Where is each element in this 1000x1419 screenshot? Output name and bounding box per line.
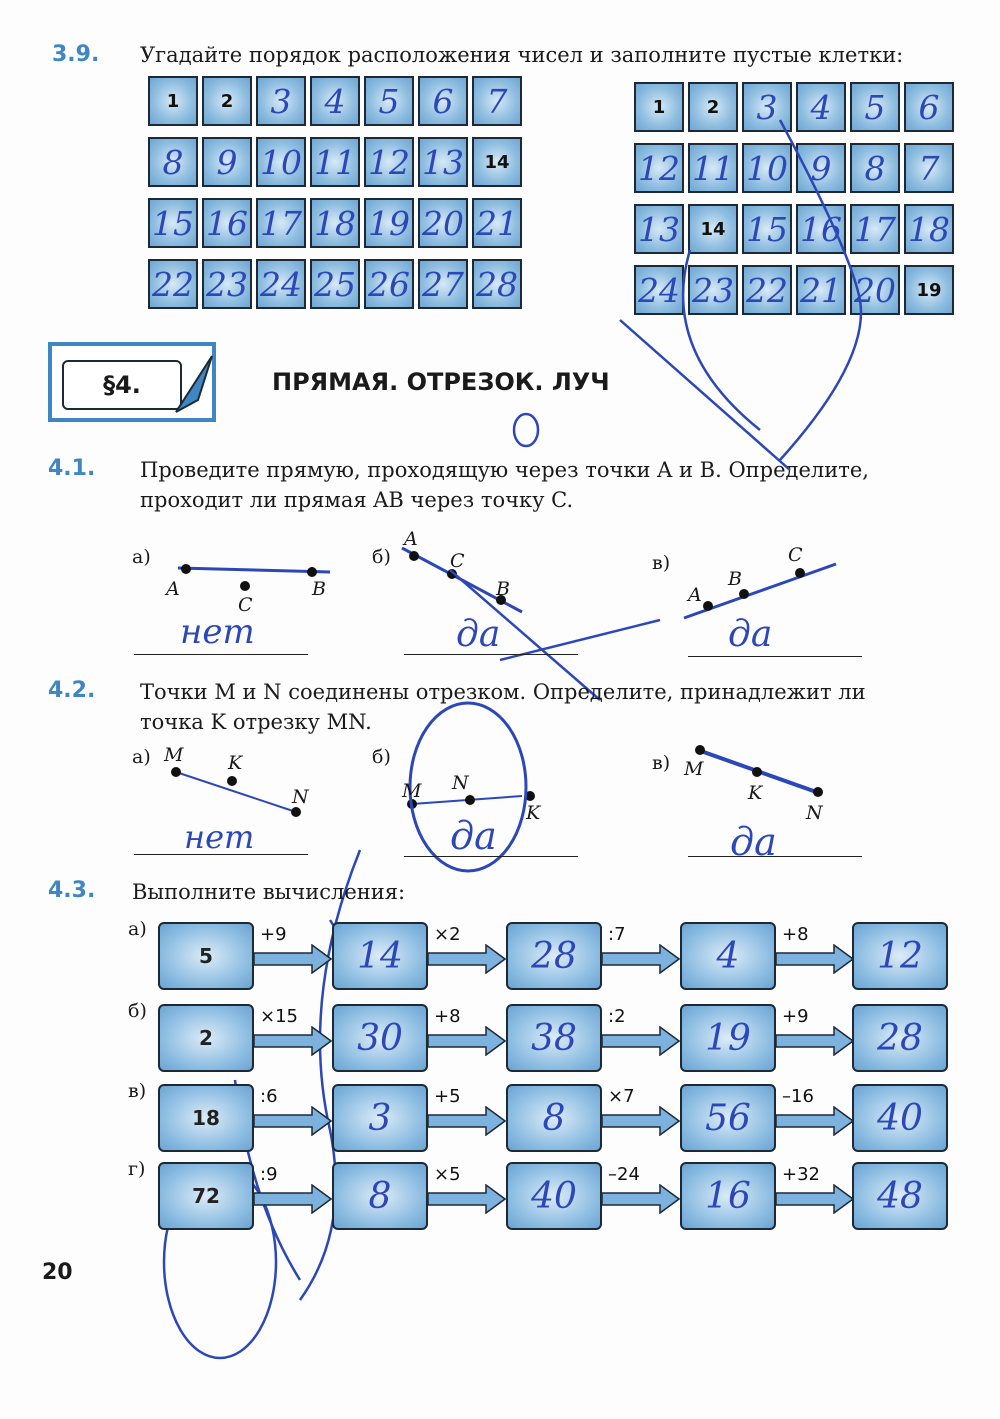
point-label: B bbox=[312, 578, 326, 600]
cell-value-handwritten: 22 bbox=[152, 264, 194, 304]
operation-label: ×5 bbox=[434, 1164, 461, 1185]
cell-value-handwritten: 4 bbox=[324, 81, 346, 121]
point-label: N bbox=[452, 772, 469, 794]
point-label: K bbox=[748, 782, 763, 804]
operation-label: :7 bbox=[608, 924, 626, 945]
operation-label: +5 bbox=[434, 1086, 461, 1107]
cell-value-handwritten: 25 bbox=[314, 264, 356, 304]
answer-handwritten: нет bbox=[180, 612, 255, 652]
result-value-handwritten: 8 bbox=[368, 1175, 392, 1217]
cell-value-handwritten: 21 bbox=[800, 270, 842, 310]
subtask-label: в) bbox=[652, 752, 671, 774]
result-value-handwritten: 19 bbox=[705, 1017, 751, 1059]
cell-value-handwritten: 3 bbox=[270, 81, 292, 121]
cell-value-handwritten: 23 bbox=[206, 264, 248, 304]
result-box bbox=[680, 1004, 776, 1072]
result-value-handwritten: 56 bbox=[705, 1097, 751, 1139]
result-box bbox=[506, 1162, 602, 1230]
result-box bbox=[680, 922, 776, 990]
task-number: 4.2. bbox=[48, 678, 96, 703]
arrow-right-icon bbox=[428, 1184, 506, 1214]
result-value-handwritten: 3 bbox=[368, 1097, 392, 1139]
task-number: 4.1. bbox=[48, 456, 96, 481]
start-box bbox=[158, 1162, 254, 1230]
operation-label: ×2 bbox=[434, 924, 461, 945]
operation-label: +32 bbox=[782, 1164, 820, 1185]
answer-handwritten: да bbox=[730, 820, 777, 864]
result-value-handwritten: 40 bbox=[531, 1175, 577, 1217]
cell-value-handwritten: 7 bbox=[486, 81, 508, 121]
result-box bbox=[506, 1004, 602, 1072]
start-value: 18 bbox=[192, 1106, 220, 1130]
cell-value-handwritten: 9 bbox=[216, 142, 238, 182]
result-box bbox=[506, 922, 602, 990]
result-box bbox=[680, 1162, 776, 1230]
point-m bbox=[695, 745, 705, 755]
subtask-label: а) bbox=[132, 746, 151, 768]
arrow-right-icon bbox=[602, 1026, 680, 1056]
answer-handwritten: да bbox=[450, 814, 497, 858]
cell-value-handwritten: 19 bbox=[368, 203, 410, 243]
answer-line bbox=[134, 654, 308, 655]
point-label: K bbox=[228, 752, 243, 774]
page-number: 20 bbox=[42, 1260, 73, 1285]
cell-value-handwritten: 3 bbox=[756, 87, 778, 127]
arrow-right-icon bbox=[428, 1026, 506, 1056]
point-a bbox=[409, 551, 419, 561]
task-instruction-line1: Точки M и N соединены отрезком. Определите, принадлежит ли bbox=[140, 680, 866, 704]
operation-label: :9 bbox=[260, 1164, 278, 1185]
cell-value-handwritten: 12 bbox=[638, 148, 680, 188]
operation-label: :2 bbox=[608, 1006, 626, 1027]
arrow-right-icon bbox=[254, 944, 332, 974]
cell-value-handwritten: 10 bbox=[260, 142, 302, 182]
point-a bbox=[181, 564, 191, 574]
point-label: A bbox=[166, 578, 180, 600]
start-value: 72 bbox=[192, 1184, 220, 1208]
arrow-right-icon bbox=[776, 1184, 854, 1214]
operation-label: –24 bbox=[608, 1164, 640, 1185]
arrow-right-icon bbox=[776, 1026, 854, 1056]
cell-value-handwritten: 24 bbox=[260, 264, 302, 304]
point-b bbox=[739, 589, 749, 599]
subtask-label: а) bbox=[128, 918, 147, 940]
point-label: B bbox=[728, 568, 742, 590]
cell-value-handwritten: 11 bbox=[314, 142, 356, 182]
cell-value: 19 bbox=[916, 279, 942, 301]
result-box bbox=[852, 1162, 948, 1230]
cell-value-handwritten: 18 bbox=[314, 203, 356, 243]
result-value-handwritten: 4 bbox=[716, 935, 740, 977]
result-value-handwritten: 28 bbox=[877, 1017, 923, 1059]
point-n bbox=[291, 807, 301, 817]
subtask-label: а) bbox=[132, 546, 151, 568]
task-instruction: Угадайте порядок расположения чисел и заполните пустые клетки: bbox=[140, 43, 904, 67]
cell-value-handwritten: 26 bbox=[368, 264, 410, 304]
cell-value-handwritten: 24 bbox=[638, 270, 680, 310]
subtask-label: в) bbox=[128, 1080, 147, 1102]
arrow-right-icon bbox=[254, 1106, 332, 1136]
answer-handwritten: нет bbox=[184, 818, 255, 856]
arrow-right-icon bbox=[776, 1106, 854, 1136]
task-instruction: Выполните вычисления: bbox=[132, 880, 406, 904]
point-label: K bbox=[526, 802, 541, 824]
arrow-right-icon bbox=[602, 1106, 680, 1136]
cell-value: 14 bbox=[700, 218, 726, 240]
cell-value-handwritten: 21 bbox=[476, 203, 518, 243]
start-value: 2 bbox=[199, 1026, 213, 1050]
cell-value-handwritten: 20 bbox=[422, 203, 464, 243]
arrow-right-icon bbox=[254, 1026, 332, 1056]
cell-value-handwritten: 22 bbox=[746, 270, 788, 310]
operation-label: :6 bbox=[260, 1086, 278, 1107]
cell-value: 14 bbox=[484, 151, 510, 173]
cell-value-handwritten: 9 bbox=[810, 148, 832, 188]
point-label: M bbox=[164, 744, 184, 766]
cell-value-handwritten: 7 bbox=[918, 148, 940, 188]
point-n bbox=[813, 787, 823, 797]
arrow-right-icon bbox=[254, 1184, 332, 1214]
cell-value-handwritten: 17 bbox=[854, 209, 896, 249]
task-instruction-line2: точка K отрезку MN. bbox=[140, 710, 372, 734]
point-label: M bbox=[684, 758, 704, 780]
result-value-handwritten: 28 bbox=[531, 935, 577, 977]
task-instruction-line1: Проведите прямую, проходящую через точки A и B. Определите, bbox=[140, 458, 869, 482]
point-label: N bbox=[292, 786, 309, 808]
cell-value: 1 bbox=[166, 90, 180, 112]
point-c bbox=[240, 581, 250, 591]
subtask-label: г) bbox=[128, 1158, 146, 1180]
result-box bbox=[852, 1004, 948, 1072]
start-box bbox=[158, 1004, 254, 1072]
cell-value-handwritten: 16 bbox=[206, 203, 248, 243]
cell-value-handwritten: 15 bbox=[152, 203, 194, 243]
subtask-label: б) bbox=[372, 546, 391, 568]
cell-value: 2 bbox=[220, 90, 234, 112]
result-box bbox=[332, 1084, 428, 1152]
result-box bbox=[852, 1084, 948, 1152]
operation-label: +9 bbox=[260, 924, 287, 945]
operation-label: +8 bbox=[434, 1006, 461, 1027]
operation-label: –16 bbox=[782, 1086, 814, 1107]
point-k bbox=[752, 767, 762, 777]
cell-value-handwritten: 6 bbox=[432, 81, 454, 121]
arrow-right-icon bbox=[602, 1184, 680, 1214]
cell-value-handwritten: 5 bbox=[378, 81, 400, 121]
cell-value-handwritten: 11 bbox=[692, 148, 734, 188]
cell-value-handwritten: 28 bbox=[476, 264, 518, 304]
start-value: 5 bbox=[199, 944, 213, 968]
cell-value-handwritten: 10 bbox=[746, 148, 788, 188]
cell-value-handwritten: 5 bbox=[864, 87, 886, 127]
result-value-handwritten: 30 bbox=[357, 1017, 403, 1059]
arrow-right-icon bbox=[428, 1106, 506, 1136]
answer-handwritten: да bbox=[728, 614, 773, 655]
cell-value-handwritten: 27 bbox=[422, 264, 464, 304]
result-value-handwritten: 38 bbox=[531, 1017, 577, 1059]
section-number: §4. bbox=[103, 371, 141, 399]
arrow-right-icon bbox=[428, 944, 506, 974]
result-box bbox=[332, 1004, 428, 1072]
result-value-handwritten: 16 bbox=[705, 1175, 751, 1217]
point-label: C bbox=[450, 550, 465, 572]
result-box bbox=[852, 922, 948, 990]
point-b bbox=[307, 567, 317, 577]
result-box bbox=[506, 1084, 602, 1152]
point-a bbox=[703, 601, 713, 611]
point-label: N bbox=[806, 802, 823, 824]
cell-value-handwritten: 6 bbox=[918, 87, 940, 127]
point-c bbox=[795, 568, 805, 578]
cell-value-handwritten: 8 bbox=[864, 148, 886, 188]
cell-value-handwritten: 17 bbox=[260, 203, 302, 243]
result-value-handwritten: 14 bbox=[357, 935, 403, 977]
point-k bbox=[227, 776, 237, 786]
result-box bbox=[332, 1162, 428, 1230]
cell-value-handwritten: 20 bbox=[854, 270, 896, 310]
point-label: C bbox=[238, 594, 253, 616]
operation-label: ×15 bbox=[260, 1006, 298, 1027]
cell-value-handwritten: 12 bbox=[368, 142, 410, 182]
cell-value: 2 bbox=[706, 96, 720, 118]
cell-value-handwritten: 18 bbox=[908, 209, 950, 249]
section-title: ПРЯМАЯ. ОТРЕЗОК. ЛУЧ bbox=[272, 368, 610, 396]
subtask-label: б) bbox=[372, 746, 391, 768]
start-box bbox=[158, 922, 254, 990]
task-number: 3.9. bbox=[52, 42, 100, 67]
result-value-handwritten: 40 bbox=[877, 1097, 923, 1139]
operation-label: +9 bbox=[782, 1006, 809, 1027]
result-box bbox=[680, 1084, 776, 1152]
answer-line bbox=[688, 656, 862, 657]
point-label: B bbox=[496, 578, 510, 600]
cell-value-handwritten: 23 bbox=[692, 270, 734, 310]
point-m bbox=[171, 767, 181, 777]
point-label: M bbox=[402, 780, 422, 802]
task-number: 4.3. bbox=[48, 878, 96, 903]
result-value-handwritten: 8 bbox=[542, 1097, 566, 1139]
operation-label: +8 bbox=[782, 924, 809, 945]
cell-value-handwritten: 8 bbox=[162, 142, 184, 182]
cell-value-handwritten: 13 bbox=[638, 209, 680, 249]
result-value-handwritten: 48 bbox=[877, 1175, 923, 1217]
subtask-label: б) bbox=[128, 1000, 147, 1022]
task-instruction-line2: проходит ли прямая AB через точку C. bbox=[140, 488, 574, 512]
cell-value-handwritten: 16 bbox=[800, 209, 842, 249]
subtask-label: в) bbox=[652, 552, 671, 574]
cell-value: 1 bbox=[652, 96, 666, 118]
cell-value-handwritten: 4 bbox=[810, 87, 832, 127]
point-label: A bbox=[688, 584, 702, 606]
answer-handwritten: да bbox=[456, 614, 501, 655]
result-value-handwritten: 12 bbox=[877, 935, 923, 977]
cell-value-handwritten: 15 bbox=[746, 209, 788, 249]
arrow-right-icon bbox=[602, 944, 680, 974]
point-label: A bbox=[404, 528, 418, 550]
point-n bbox=[465, 795, 475, 805]
point-label: C bbox=[788, 544, 803, 566]
cell-value-handwritten: 13 bbox=[422, 142, 464, 182]
operation-label: ×7 bbox=[608, 1086, 635, 1107]
result-box bbox=[332, 922, 428, 990]
start-box bbox=[158, 1084, 254, 1152]
arrow-right-icon bbox=[776, 944, 854, 974]
